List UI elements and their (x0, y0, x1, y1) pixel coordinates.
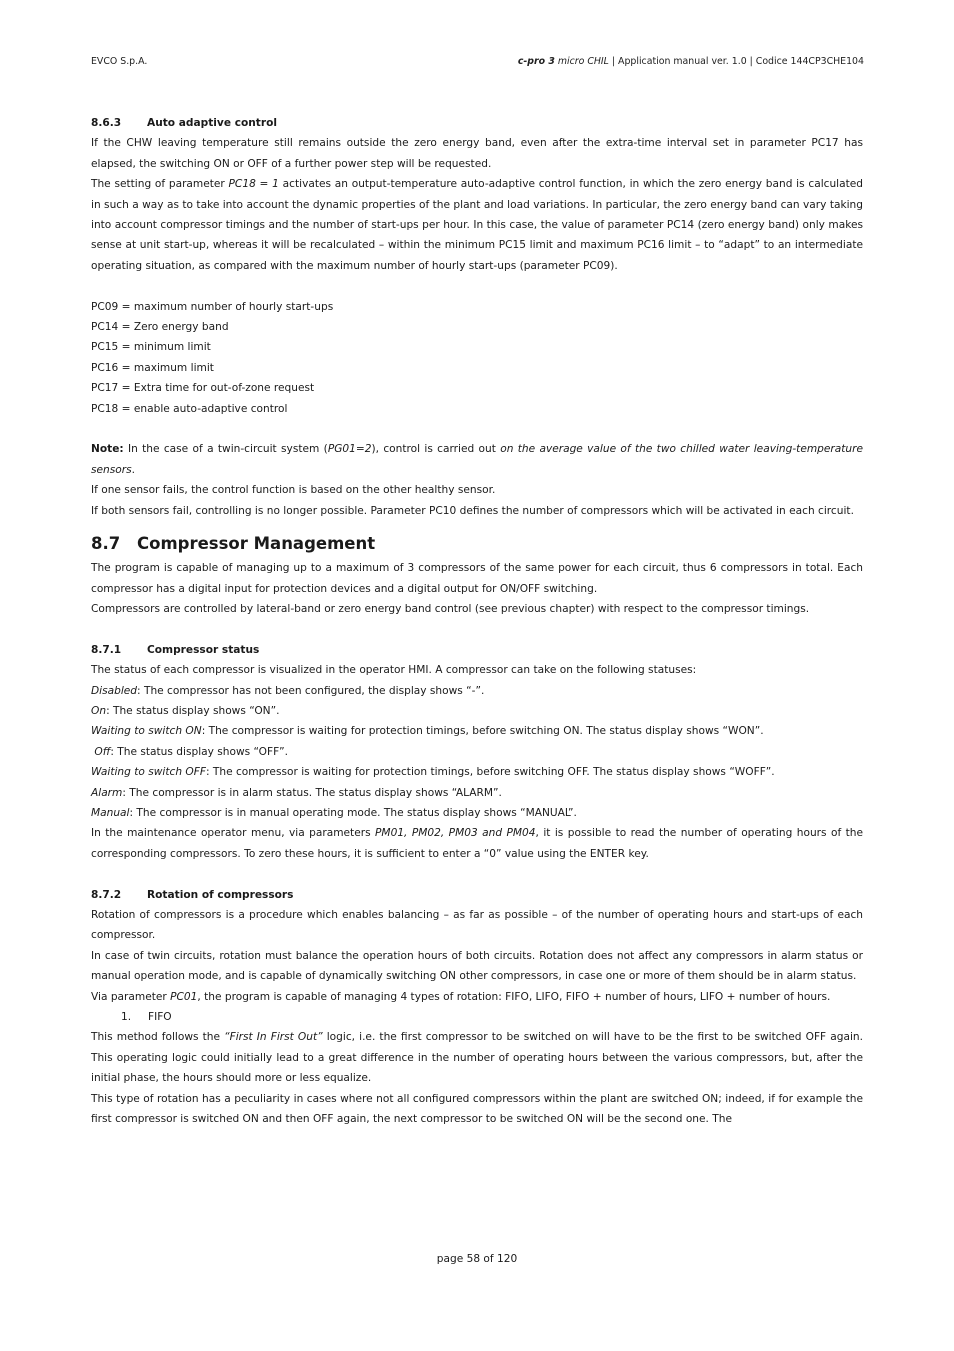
parameter-line: PC14 = Zero energy band (91, 321, 229, 334)
section-title: Compressor status (147, 643, 260, 656)
note-label: Note: (91, 443, 124, 456)
header-company: EVCO S.p.A. (91, 56, 148, 67)
parameter-line: PC18 = enable auto-adaptive control (91, 402, 288, 415)
status-name: Waiting to switch OFF (91, 766, 206, 779)
list-number: 1. (121, 1011, 132, 1023)
parameter-line: PC09 = maximum number of hourly start-ups (91, 300, 334, 313)
text-run: In the maintenance operator menu, via parameters (91, 827, 376, 840)
status-description: : The status display shows “OFF”. (110, 745, 289, 758)
paragraph: The status of each compressor is visualized in the operator HMI. A compressor can take on the following statuses: (91, 664, 697, 677)
status-name: Manual (91, 806, 130, 819)
status-line (91, 762, 863, 782)
text-run: . (131, 463, 136, 476)
paragraph: If the CHW leaving temperature still remains outside the zero energy band, even after the extra-time interval set in parameter PC17 has elapsed, the switching ON or OFF of a further power step will be requested. (91, 137, 863, 170)
paragraph: Compressors are controlled by lateral-band or zero energy band control (see previous chapter) with respect to the compressor timings. (91, 602, 810, 615)
paragraph: Rotation of compressors is a procedure which enables balancing – as far as possible – of the number of operating hours and start-ups of each compressor. (91, 908, 863, 942)
text-run: , the program is capable of managing 4 types of rotation: FIFO, LIFO, FIFO + number of hours, LIFO + number of hours. (197, 990, 831, 1003)
text-run: , it is possible to read the number of operating hours of the corresponding compressors. To zero these hours, it is sufficient to enter a “0” value using the ENTER key. (91, 827, 864, 860)
paragraph (91, 987, 863, 1007)
note-paragraph (91, 439, 863, 480)
paragraph: The program is capable of managing up to a maximum of 3 compressors of the same power for each circuit, thus 6 compressors in total. Each compressor has a digital input for protection devices and a digital output for ON/OFF switching. (91, 562, 863, 595)
section-number: 8.7.2 (91, 888, 122, 901)
status-name: On (91, 704, 107, 717)
header-document-info (518, 56, 864, 68)
status-line (91, 721, 863, 741)
emphasis-italic: on the average value of the two chilled water leaving-temperature sensors (91, 443, 863, 476)
section-number: 8.6.3 (91, 117, 122, 129)
parameter-line: PC15 = minimum limit (91, 341, 211, 354)
header-product-variant: micro CHIL (554, 56, 609, 67)
spacer (91, 864, 863, 884)
parameter-line: PC16 = maximum limit (91, 361, 214, 374)
text-run: ), control is carried out (371, 443, 501, 456)
section-heading-8-7-2 (91, 885, 863, 905)
status-line (91, 742, 863, 762)
status-line (91, 681, 863, 701)
section-title: Compressor Management (137, 534, 376, 554)
status-name: Waiting to switch ON (91, 725, 202, 738)
status-description: : The compressor is in alarm status. The status display shows “ALARM”. (122, 786, 502, 799)
parameter-italic: PM01, PM02, PM03 and PM04 (375, 827, 536, 840)
parameter-italic: PG01=2 (327, 443, 372, 456)
text-run: This method follows the (91, 1031, 225, 1044)
page-number: page 58 of 120 (436, 1253, 518, 1265)
paragraph: In case of twin circuits, rotation must balance the operation hours of both circuits. Rotation does not affect any compressors in alarm status or manual operation mode, and is capable of dynamically switching ON other compressors, in case one or more of them should be in alarm status. (91, 949, 863, 983)
status-line (91, 783, 863, 803)
status-line (91, 803, 863, 823)
parameter-italic: PC18 = 1 (228, 178, 279, 191)
page-body (91, 113, 863, 1129)
status-description: : The compressor is waiting for protection timings, before switching OFF. The status display shows “WOFF”. (205, 766, 775, 779)
spacer (91, 619, 863, 639)
status-name: Disabled (91, 684, 138, 697)
text-run: activates an output-temperature auto-adaptive control function, in which the zero energy band is calculated in such a way as to take into account the dynamic properties of the plant and load variations. In particular, the zero energy band can vary taking into account compressor timings and the number of start-ups per hour. In this case, the value of parameter PC14 (zero energy band) only makes sense at unit start-up, whereas it will be recalculated – within the minimum PC15 limit and maximum PC16 limit – to “adapt” to an intermediate operating situation, as compared with the maximum number of hourly start-ups (parameter PC09). (91, 178, 864, 272)
parameter-line: PC17 = Extra time for out-of-zone request (91, 382, 315, 395)
status-name: Off (94, 745, 111, 758)
header-product-name: c-pro 3 (517, 56, 555, 67)
spacer (91, 419, 863, 439)
status-line (91, 701, 863, 721)
section-number: 8.7.1 (91, 643, 122, 656)
text-run: logic, i.e. the first compressor to be switched on will have to be the first to be switched OFF again. This operating logic could initially lead to a great difference in the number of operating hours between the various compressors, but, after the initial phase, the hours should more or less equalize. (91, 1031, 863, 1085)
text-run: Via parameter (91, 990, 171, 1003)
paragraph: If both sensors fail, controlling is no longer possible. Parameter PC10 defines the number of compressors which will be activated in each circuit. (91, 504, 854, 517)
status-description: : The status display shows “ON”. (106, 704, 280, 717)
paragraph: This type of rotation has a peculiarity in cases where not all configured compressors within the plant are switched ON; indeed, if for example the first compressor is switched ON and then OFF again, the next compressor to be switched ON will be the second one. The (91, 1092, 863, 1126)
text-run: In the case of a twin-circuit system ( (123, 443, 328, 456)
list-item (91, 1007, 863, 1027)
status-name: Alarm (91, 786, 123, 799)
paragraph (91, 1027, 863, 1088)
section-heading-8-7-1 (91, 640, 863, 660)
text-run: The setting of parameter (91, 178, 229, 191)
section-number: 8.7 (91, 534, 121, 554)
section-title: Auto adaptive control (147, 117, 278, 129)
spacer (91, 521, 863, 529)
paragraph (91, 174, 863, 276)
paragraph (91, 823, 863, 864)
spacer (91, 276, 863, 296)
status-description: : The compressor is waiting for protection timings, before switching ON. The status display shows “WON”. (201, 725, 764, 738)
section-title: Rotation of compressors (147, 888, 294, 901)
emphasis-italic: “First In First Out” (224, 1031, 323, 1044)
paragraph: If one sensor fails, the control function is based on the other healthy sensor. (91, 484, 496, 497)
section-heading-8-7 (91, 529, 863, 558)
status-description: : The compressor is in manual operating mode. The status display shows “MANUAL”. (129, 806, 577, 819)
status-description: : The compressor has not been configured, the display shows “-”. (137, 684, 485, 697)
list-text: FIFO (148, 1011, 172, 1023)
section-heading-8-6-3 (91, 113, 863, 133)
header-manual-info: | Application manual ver. 1.0 | Codice 144CP3CHE104 (608, 56, 864, 67)
parameter-italic: PC01 (170, 990, 198, 1003)
